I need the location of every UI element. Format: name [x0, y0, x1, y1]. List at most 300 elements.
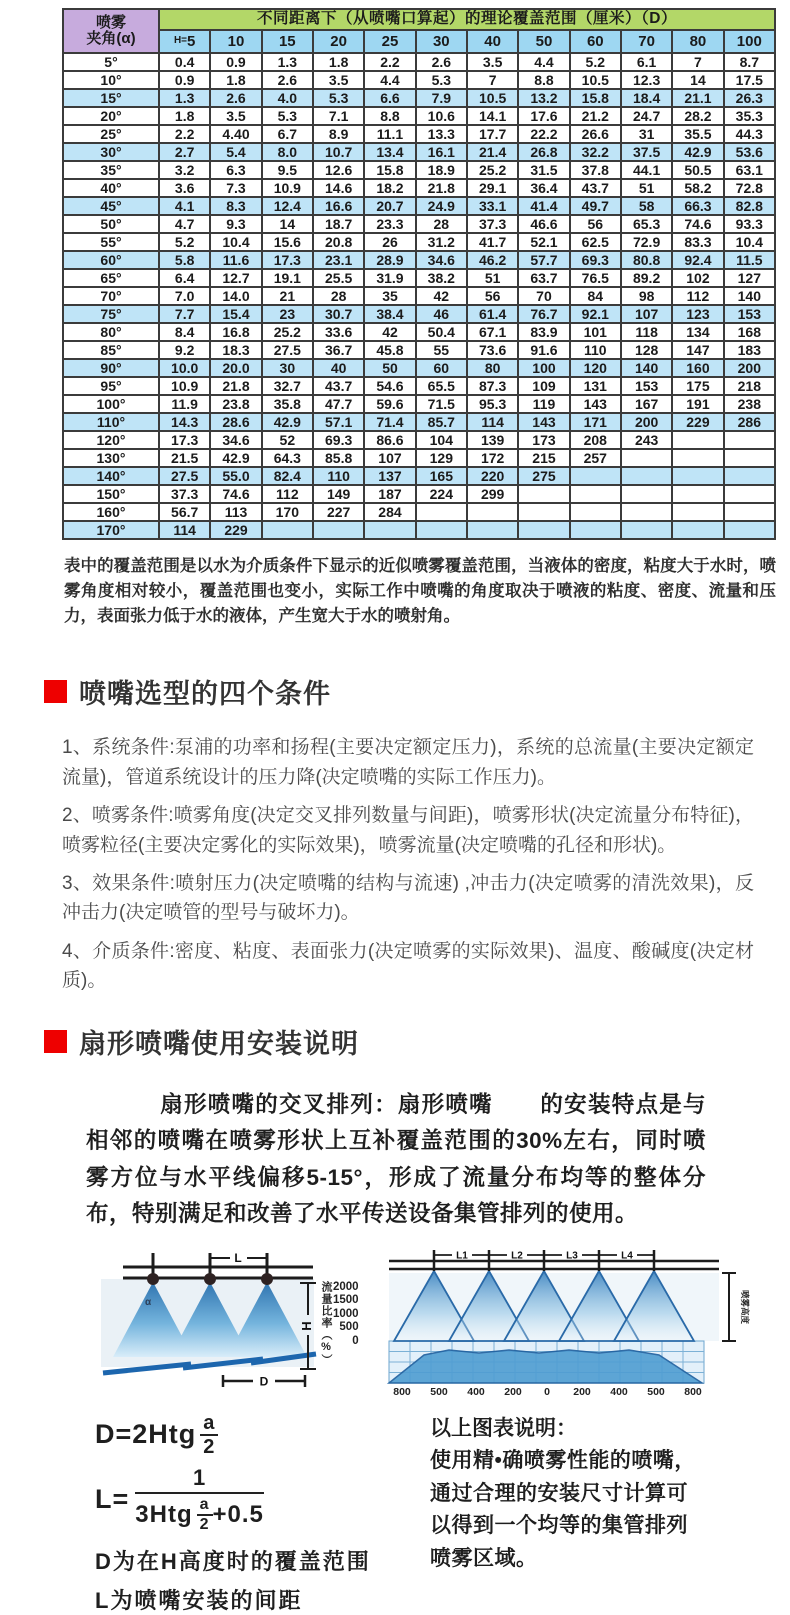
value-cell: 15.6 — [262, 233, 313, 251]
axis-tick: 1500 — [333, 1294, 359, 1306]
value-cell: 208 — [570, 431, 621, 449]
value-cell: 0.9 — [159, 71, 210, 89]
value-cell: 60 — [416, 359, 467, 377]
value-cell — [621, 449, 672, 467]
value-cell: 63.7 — [518, 269, 569, 287]
value-cell: 69.3 — [313, 431, 364, 449]
column-header-h10: 10 — [210, 30, 261, 53]
value-cell: 173 — [518, 431, 569, 449]
caption-title: 以上图表说明： — [430, 1416, 577, 1440]
value-cell: 23.3 — [364, 215, 415, 233]
value-cell: 28.6 — [210, 413, 261, 431]
value-cell: 36.4 — [518, 179, 569, 197]
value-cell: 26.3 — [724, 89, 775, 107]
value-cell: 51 — [621, 179, 672, 197]
angle-cell: 95° — [63, 377, 159, 395]
table-row-55° — [63, 233, 775, 251]
value-cell: 23 — [262, 305, 313, 323]
value-cell: 66.3 — [672, 197, 723, 215]
value-cell — [313, 521, 364, 539]
red-square-icon — [44, 680, 67, 703]
value-cell: 16.6 — [313, 197, 364, 215]
value-cell: 227 — [313, 503, 364, 521]
table-row-15° — [63, 89, 775, 107]
value-cell: 10.5 — [570, 71, 621, 89]
value-cell: 137 — [364, 467, 415, 485]
fraction-l-denominator: 3Htg $\frac{a}{2}$ +0.5 — [135, 1492, 264, 1533]
value-cell: 16.1 — [416, 143, 467, 161]
value-cell: 86.6 — [364, 431, 415, 449]
manifold-distribution-diagram — [384, 1249, 784, 1399]
value-cell: 74.6 — [672, 215, 723, 233]
value-cell: 229 — [210, 521, 261, 539]
value-cell: 19.1 — [262, 269, 313, 287]
value-cell: 56 — [467, 287, 518, 305]
value-cell: 45.8 — [364, 341, 415, 359]
value-cell: 8.9 — [313, 125, 364, 143]
value-cell: 32.7 — [262, 377, 313, 395]
value-cell — [621, 521, 672, 539]
column-header-h5: $^{H=}$5 — [159, 30, 210, 53]
caption-column — [430, 1413, 770, 1615]
value-cell: 104 — [416, 431, 467, 449]
table-header-row-2 — [63, 30, 775, 53]
table-note: 表中的覆盖范围是以水为介质条件下显示的近似喷雾覆盖范围，当液体的密度，粘度大于水时，喷雾角度相对较小，覆盖范围也变小，实际工作中喷嘴的角度取决于喷液的粘度、密度、流量和压力，表面张力低于水的液体，产生宽大于水的喷射角。 — [64, 557, 776, 625]
table-row-160° — [63, 503, 775, 521]
value-cell: 5.8 — [159, 251, 210, 269]
value-cell: 46.2 — [467, 251, 518, 269]
value-cell: 28.9 — [364, 251, 415, 269]
flow-profile — [389, 1350, 702, 1383]
value-cell: 4.4 — [518, 53, 569, 71]
value-cell: 175 — [672, 377, 723, 395]
value-cell: 42 — [416, 287, 467, 305]
value-cell: 30 — [262, 359, 313, 377]
value-cell: 80 — [467, 359, 518, 377]
value-cell: 12.6 — [313, 161, 364, 179]
value-cell: 65.5 — [416, 377, 467, 395]
column-header-h80: 80 — [672, 30, 723, 53]
bottom-block — [95, 1413, 790, 1615]
value-cell: 112 — [672, 287, 723, 305]
condition-item-3: 3、效果条件:喷射压力(决定喷嘴的结构与流速) ,冲击力(决定喷雾的清洗效果)，反冲击力(决定喷管的型号与破坏力)。 — [62, 873, 754, 924]
fraction-l: 1 3Htg $\frac{a}{2}$ +0.5 — [135, 1464, 264, 1533]
angle-cell: 5° — [63, 53, 159, 71]
value-cell: 8.7 — [724, 53, 775, 71]
value-cell: 65.3 — [621, 215, 672, 233]
value-cell: 3.5 — [313, 71, 364, 89]
value-cell: 26.8 — [518, 143, 569, 161]
value-cell: 14 — [672, 71, 723, 89]
value-cell: 120 — [570, 359, 621, 377]
value-cell: 17.3 — [262, 251, 313, 269]
corner-header — [63, 9, 159, 53]
value-cell: 139 — [467, 431, 518, 449]
value-cell: 22.2 — [518, 125, 569, 143]
value-cell — [621, 467, 672, 485]
angle-cell: 100° — [63, 395, 159, 413]
formula-note-l: L为喷嘴安装的间距 — [95, 1587, 303, 1613]
value-cell: 13.2 — [518, 89, 569, 107]
value-cell: 21.1 — [672, 89, 723, 107]
angle-cell: 130° — [63, 449, 159, 467]
value-cell: 31.9 — [364, 269, 415, 287]
nozzle-icon — [204, 1273, 216, 1285]
value-cell: 3.5 — [210, 107, 261, 125]
value-cell: 85.8 — [313, 449, 364, 467]
value-cell: 25.2 — [262, 323, 313, 341]
value-cell — [621, 485, 672, 503]
value-cell: 5.3 — [262, 107, 313, 125]
column-header-h40: 40 — [467, 30, 518, 53]
spray-cones — [394, 1271, 694, 1341]
corner-header-line1: 喷雾 — [95, 14, 126, 32]
value-cell: 74.6 — [210, 485, 261, 503]
condition-item-1: 1、系统条件:泵浦的功率和扬程(主要决定额定压力)，系统的总流量(主要决定额定流量)，管道系统设计的压力降(决定喷嘴的实际工作压力)。 — [62, 737, 754, 788]
value-cell: 171 — [570, 413, 621, 431]
value-cell: 41.7 — [467, 233, 518, 251]
x-tick-labels — [393, 1386, 702, 1398]
value-cell: 72.9 — [621, 233, 672, 251]
value-cell: 10.0 — [159, 359, 210, 377]
value-cell: 21.2 — [570, 107, 621, 125]
angle-cell: 110° — [63, 413, 159, 431]
axis-tick: 1000 — [333, 1307, 359, 1320]
formula-d — [95, 1413, 410, 1457]
value-cell: 89.2 — [621, 269, 672, 287]
value-cell: 9.2 — [159, 341, 210, 359]
section2-heading — [44, 1022, 790, 1061]
value-cell — [724, 485, 775, 503]
value-cell: 220 — [467, 467, 518, 485]
D-label: D — [259, 1374, 269, 1388]
value-cell: 3.2 — [159, 161, 210, 179]
value-cell: 6.3 — [210, 161, 261, 179]
value-cell: 12.7 — [210, 269, 261, 287]
value-cell: 42.9 — [672, 143, 723, 161]
value-cell: 8.0 — [262, 143, 313, 161]
value-cell: 23.1 — [313, 251, 364, 269]
x-tick: 500 — [430, 1385, 448, 1398]
value-cell: 191 — [672, 395, 723, 413]
value-cell: 28 — [313, 287, 364, 305]
axis-tick: 0 — [352, 1334, 359, 1347]
span-header: 不同距离下（从喷嘴口算起）的理论覆盖范围（厘米）（D） — [159, 9, 775, 30]
value-cell: 5.4 — [210, 143, 261, 161]
value-cell: 10.9 — [262, 179, 313, 197]
value-cell: 56 — [570, 215, 621, 233]
value-cell — [364, 521, 415, 539]
value-cell: 67.1 — [467, 323, 518, 341]
value-cell: 147 — [672, 341, 723, 359]
angle-cell: 170° — [63, 521, 159, 539]
value-cell: 1.3 — [159, 89, 210, 107]
L3-label: L3 — [566, 1250, 578, 1261]
value-cell: 14.6 — [313, 179, 364, 197]
table-row-80° — [63, 323, 775, 341]
value-cell: 127 — [724, 269, 775, 287]
value-cell: 168 — [724, 323, 775, 341]
value-cell: 11.5 — [724, 251, 775, 269]
value-cell: 170 — [262, 503, 313, 521]
value-cell: 63.1 — [724, 161, 775, 179]
value-cell: 11.9 — [159, 395, 210, 413]
column-header-h30: 30 — [416, 30, 467, 53]
value-cell: 10.4 — [724, 233, 775, 251]
value-cell: 52 — [262, 431, 313, 449]
x-tick: 400 — [610, 1385, 628, 1398]
value-cell: 167 — [621, 395, 672, 413]
condition-item-2: 2、喷雾条件:喷雾角度(决定交叉排列数量与间距)，喷雾形状(决定流量分布特征)，喷雾粒径(主要决定雾化的实际效果)，喷雾流量(决定喷嘴的孔径和形状)。 — [62, 805, 754, 856]
value-cell: 17.3 — [159, 431, 210, 449]
value-cell: 27.5 — [159, 467, 210, 485]
value-cell: 26 — [364, 233, 415, 251]
value-cell: 37.3 — [159, 485, 210, 503]
table-row-100° — [63, 395, 775, 413]
value-cell — [724, 431, 775, 449]
value-cell: 7.1 — [313, 107, 364, 125]
table-row-40° — [63, 179, 775, 197]
value-cell: 25.5 — [313, 269, 364, 287]
table-row-5° — [63, 53, 775, 71]
value-cell: 44.1 — [621, 161, 672, 179]
value-cell: 15.8 — [570, 89, 621, 107]
value-cell: 4.7 — [159, 215, 210, 233]
value-cell: 215 — [518, 449, 569, 467]
section1-title: 喷嘴选型的四个条件 — [79, 679, 331, 710]
fan-nozzle-paragraph: 扇形喷嘴的交叉排列：扇形喷嘴 的安装特点是与相邻的喷嘴在喷雾形状上互补覆盖范围的30%左右，同时喷雾方位与水平线偏移5-15°，形成了流量分布均等的整体分布，特别满足和改善了水平传送设备集管排列的使用。 — [86, 1091, 706, 1227]
value-cell: 43.7 — [313, 377, 364, 395]
value-cell: 42 — [364, 323, 415, 341]
value-cell: 5.3 — [416, 71, 467, 89]
value-cell: 44.3 — [724, 125, 775, 143]
angle-cell: 80° — [63, 323, 159, 341]
value-cell: 62.5 — [570, 233, 621, 251]
value-cell: 299 — [467, 485, 518, 503]
table-row-60° — [63, 251, 775, 269]
value-cell: 49.7 — [570, 197, 621, 215]
value-cell: 14.3 — [159, 413, 210, 431]
h-prefix-label: H= — [173, 34, 188, 46]
value-cell: 10.6 — [416, 107, 467, 125]
value-cell: 143 — [570, 395, 621, 413]
value-cell: 35.3 — [724, 107, 775, 125]
value-cell: 7.0 — [159, 287, 210, 305]
value-cell: 0.9 — [210, 53, 261, 71]
value-cell: 109 — [518, 377, 569, 395]
value-cell: 1.8 — [159, 107, 210, 125]
value-cell: 82.4 — [262, 467, 313, 485]
value-cell: 1.8 — [313, 53, 364, 71]
x-tick: 800 — [684, 1385, 702, 1398]
angle-cell: 60° — [63, 251, 159, 269]
flow-ratio-axis-label: 流量比率（%） — [320, 1280, 332, 1366]
value-cell — [672, 431, 723, 449]
value-cell — [467, 521, 518, 539]
value-cell: 2.2 — [364, 53, 415, 71]
value-cell: 18.2 — [364, 179, 415, 197]
angle-cell: 45° — [63, 197, 159, 215]
value-cell: 31.5 — [518, 161, 569, 179]
L-label: L — [234, 1250, 242, 1265]
value-cell: 0.4 — [159, 53, 210, 71]
angle-cell: 15° — [63, 89, 159, 107]
value-cell: 8.3 — [210, 197, 261, 215]
nozzle-icon — [147, 1273, 159, 1285]
value-cell: 140 — [621, 359, 672, 377]
value-cell — [672, 467, 723, 485]
value-cell: 257 — [570, 449, 621, 467]
value-cell: 6.6 — [364, 89, 415, 107]
value-cell: 153 — [724, 305, 775, 323]
angle-cell: 40° — [63, 179, 159, 197]
value-cell: 113 — [210, 503, 261, 521]
value-cell: 7 — [467, 71, 518, 89]
value-cell: 224 — [416, 485, 467, 503]
caption-line: 通过合理的安装尺寸计算可 — [430, 1481, 688, 1505]
formula-l — [95, 1464, 410, 1533]
value-cell: 8.8 — [518, 71, 569, 89]
value-cell: 58 — [621, 197, 672, 215]
value-cell: 58.2 — [672, 179, 723, 197]
column-header-h20: 20 — [313, 30, 364, 53]
table-row-110° — [63, 413, 775, 431]
alpha-label: α — [145, 1296, 152, 1308]
value-cell: 55 — [416, 341, 467, 359]
value-cell: 7.9 — [416, 89, 467, 107]
table-row-25° — [63, 125, 775, 143]
caption-line: 以得到一个均等的集管排列 — [430, 1514, 688, 1538]
value-cell: 33.6 — [313, 323, 364, 341]
value-cell: 218 — [724, 377, 775, 395]
value-cell: 6.4 — [159, 269, 210, 287]
value-cell: 34.6 — [416, 251, 467, 269]
value-cell: 70 — [518, 287, 569, 305]
formula-note-d: D为在H高度时的覆盖范围 — [95, 1548, 371, 1574]
value-cell: 32.2 — [570, 143, 621, 161]
value-cell: 134 — [672, 323, 723, 341]
value-cell: 3.6 — [159, 179, 210, 197]
column-header-h50: 50 — [518, 30, 569, 53]
angle-cell: 120° — [63, 431, 159, 449]
value-cell: 5.3 — [313, 89, 364, 107]
page — [0, 8, 790, 1613]
coverage-table — [62, 8, 776, 540]
formula-l-text: L= — [95, 1484, 130, 1514]
value-cell: 7.7 — [159, 305, 210, 323]
nozzle-spacing-diagram — [95, 1249, 320, 1389]
value-cell: 243 — [621, 431, 672, 449]
value-cell: 35.5 — [672, 125, 723, 143]
table-row-10° — [63, 71, 775, 89]
value-cell: 21.5 — [159, 449, 210, 467]
value-cell: 4.1 — [159, 197, 210, 215]
table-row-65° — [63, 269, 775, 287]
value-cell: 1.3 — [262, 53, 313, 71]
value-cell: 56.7 — [159, 503, 210, 521]
value-cell: 47.7 — [313, 395, 364, 413]
value-cell: 31 — [621, 125, 672, 143]
value-cell: 26.6 — [570, 125, 621, 143]
angle-cell: 65° — [63, 269, 159, 287]
value-cell — [724, 467, 775, 485]
value-cell: 36.7 — [313, 341, 364, 359]
value-cell: 183 — [724, 341, 775, 359]
formula-d-text: D=2Htg — [95, 1419, 197, 1449]
value-cell: 11.1 — [364, 125, 415, 143]
corner-header-line2: 夹角(α) — [86, 30, 136, 47]
value-cell: 11.6 — [210, 251, 261, 269]
angle-cell: 10° — [63, 71, 159, 89]
value-cell: 33.1 — [467, 197, 518, 215]
value-cell: 101 — [570, 323, 621, 341]
value-cell: 10.9 — [159, 377, 210, 395]
height-dimension — [722, 1273, 736, 1341]
column-header-h60: 60 — [570, 30, 621, 53]
value-cell: 2.6 — [262, 71, 313, 89]
value-cell: 57.7 — [518, 251, 569, 269]
value-cell: 76.5 — [570, 269, 621, 287]
value-cell: 15.4 — [210, 305, 261, 323]
value-cell: 64.3 — [262, 449, 313, 467]
nozzle-icon — [261, 1273, 273, 1285]
value-cell: 61.4 — [467, 305, 518, 323]
value-cell: 9.3 — [210, 215, 261, 233]
value-cell: 21.4 — [467, 143, 518, 161]
value-cell: 14.0 — [210, 287, 261, 305]
value-cell: 46 — [416, 305, 467, 323]
value-cell: 20.8 — [313, 233, 364, 251]
value-cell: 46.6 — [518, 215, 569, 233]
value-cell: 38.4 — [364, 305, 415, 323]
value-cell: 69.3 — [570, 251, 621, 269]
value-cell: 13.4 — [364, 143, 415, 161]
value-cell: 93.3 — [724, 215, 775, 233]
value-cell: 25.2 — [467, 161, 518, 179]
value-cell: 14.1 — [467, 107, 518, 125]
value-cell: 200 — [621, 413, 672, 431]
column-header-h15: 15 — [262, 30, 313, 53]
value-cell: 9.5 — [262, 161, 313, 179]
table-row-30° — [63, 143, 775, 161]
value-cell: 72.8 — [724, 179, 775, 197]
value-cell: 13.3 — [416, 125, 467, 143]
axis-tick: 2000 — [333, 1280, 359, 1293]
value-cell: 275 — [518, 467, 569, 485]
value-cell — [570, 503, 621, 521]
value-cell — [724, 503, 775, 521]
value-cell: 20.0 — [210, 359, 261, 377]
value-cell: 153 — [621, 377, 672, 395]
value-cell — [570, 485, 621, 503]
value-cell: 80.8 — [621, 251, 672, 269]
value-cell: 165 — [416, 467, 467, 485]
table-row-45° — [63, 197, 775, 215]
value-cell: 42.9 — [210, 449, 261, 467]
value-cell: 4.40 — [210, 125, 261, 143]
value-cell — [518, 503, 569, 521]
x-tick: 200 — [573, 1385, 591, 1398]
angle-cell: 35° — [63, 161, 159, 179]
value-cell: 87.3 — [467, 377, 518, 395]
value-cell: 107 — [621, 305, 672, 323]
value-cell: 24.9 — [416, 197, 467, 215]
value-cell: 92.1 — [570, 305, 621, 323]
value-cell: 107 — [364, 449, 415, 467]
table-row-75° — [63, 305, 775, 323]
value-cell: 41.4 — [518, 197, 569, 215]
value-cell — [416, 521, 467, 539]
